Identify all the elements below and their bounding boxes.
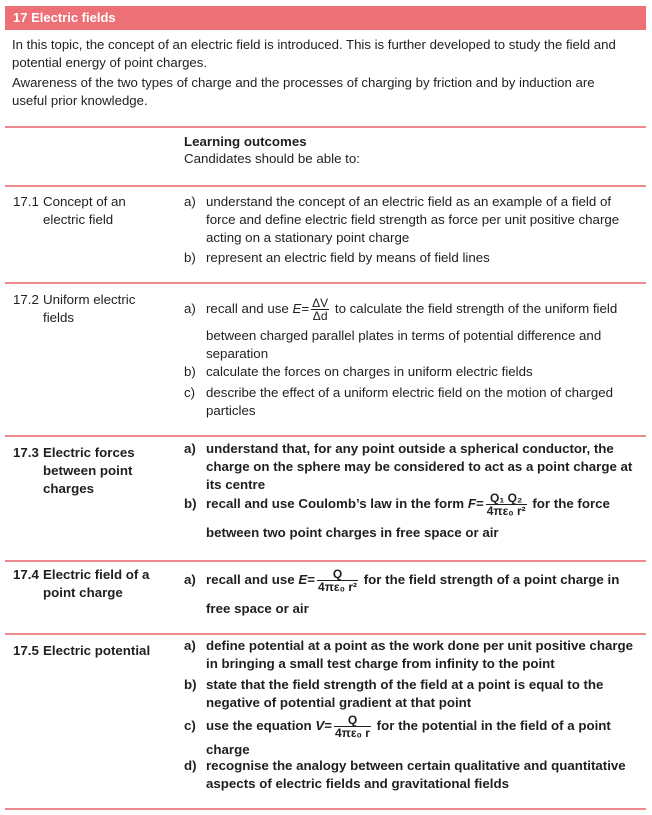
outcome-line: particles (206, 403, 256, 418)
fraction: $\frac{Q}{\text{4πε₀ r²}}$ (318, 566, 358, 594)
outcome-label: a) (184, 572, 196, 587)
section-number: 17.5 (13, 643, 39, 658)
divider (5, 560, 646, 562)
section-number: 17.1 (13, 194, 39, 209)
intro-paragraph-2 (12, 74, 642, 109)
outcome-line: acting on a stationary point charge (206, 230, 410, 245)
section-title-line: fields (43, 310, 75, 325)
outcome-label: a) (184, 441, 196, 456)
section-title-line: Electric field of a (43, 567, 150, 582)
section-number: 17.3 (13, 445, 39, 460)
divider (5, 185, 646, 187)
intro-line: useful prior knowledge. (12, 92, 148, 108)
divider (5, 808, 646, 810)
intro-line: potential energy of point charges. (12, 54, 208, 70)
outcome-line-formula: recall and use E= $\frac{\Delta V}{\Delta d}$ to calculate the field strength of the uniform field (206, 295, 618, 323)
outcome-label: b) (184, 677, 197, 692)
outcome-line: describe the effect of a uniform electric field on the motion of charged (206, 385, 614, 400)
outcome-line: understand the concept of an electric field as an example of a field of (206, 194, 612, 209)
outcome-line: force and define electric field strength as force per unit positive charge (206, 212, 620, 227)
section-title: 17 Electric fields (13, 10, 116, 25)
formula-variable: V (315, 718, 325, 733)
section-number: 17.2 (13, 292, 39, 307)
outcome-line: represent an electric field by means of field lines (206, 250, 490, 265)
intro-line: Awareness of the two types of charge and the processes of charging by friction and by induction are (12, 75, 595, 90)
section-title-line: Electric potential (43, 643, 151, 658)
outcome-line: state that the field strength of the field at a point is equal to the (206, 677, 604, 692)
outcome-line-formula: recall and use Coulomb’s law in the form F= $\frac{\text{Q₁ Q₂}}{\text{4πε₀ r²}}$ for the force (206, 490, 610, 518)
outcome-line: free space or air (206, 601, 309, 616)
outcome-line: charge (206, 742, 250, 757)
outcome-label: c) (184, 385, 196, 400)
outcome-line: charge on the sphere may be considered to act as a point charge at (206, 459, 633, 474)
outcome-line: calculate the forces on charges in uniform electric fields (206, 364, 533, 379)
outcome-line: aspects of electric fields and gravitational fields (206, 776, 509, 791)
formula-variable: E (292, 301, 302, 316)
fraction: $\frac{Q}{\text{4πε₀ r}}$ (335, 712, 370, 740)
outcome-label: c) (184, 718, 196, 733)
intro-line: In this topic, the concept of an electric field is introduced. This is further developed to study the field and (12, 37, 616, 52)
outcome-line: in bringing a small test charge from infinity to the point (206, 656, 555, 671)
outcome-label: a) (184, 301, 196, 316)
section-header (5, 6, 646, 30)
section-title-line: electric field (43, 212, 114, 227)
divider (5, 633, 646, 635)
outcome-line-formula: recall and use E= $\frac{Q}{\text{4πε₀ r²}}$ for the field strength of a point charge in (206, 566, 620, 594)
outcomes-subtitle: Candidates should be able to: (184, 151, 360, 166)
divider (5, 126, 646, 128)
section-title-line: Concept of an (43, 194, 126, 209)
intro-paragraph-1 (12, 36, 642, 71)
formula-variable: E (298, 572, 308, 587)
outcome-line: recognise the analogy between certain qualitative and quantitative (206, 758, 626, 773)
divider (5, 282, 646, 284)
outcome-line: negative of potential gradient at that point (206, 695, 472, 710)
section-title-line: Uniform electric (43, 292, 136, 307)
outcome-label: b) (184, 250, 196, 265)
formula-variable: F (467, 496, 476, 511)
outcome-label: b) (184, 364, 196, 379)
outcome-line-formula: use the equation V= $\frac{Q}{\text{4πε₀ r}}$ for the potential in the field of a point (206, 712, 611, 740)
fraction: $\frac{\text{Q₁ Q₂}}{\text{4πε₀ r²}}$ (486, 490, 526, 518)
section-number: 17.4 (13, 567, 39, 582)
fraction: $\frac{\Delta V}{\Delta d}$ (312, 295, 329, 323)
outcome-label: a) (184, 638, 196, 653)
outcome-line: separation (206, 346, 269, 361)
section-title-line: charges (43, 481, 94, 496)
outcome-line: understand that, for any point outside a spherical conductor, the (206, 441, 614, 456)
section-title-line: between point (43, 463, 133, 478)
outcome-line: define potential at a point as the work done per unit positive charge (206, 638, 634, 653)
section-title-line: Electric forces (43, 445, 135, 460)
outcome-line: its centre (206, 477, 266, 492)
outcome-line: between charged parallel plates in terms of potential difference and (206, 328, 602, 343)
outcomes-title: Learning outcomes (184, 134, 307, 149)
section-title-line: point charge (43, 585, 123, 600)
outcome-line: between two point charges in free space or air (206, 525, 499, 540)
outcome-label: b) (184, 496, 197, 511)
divider (5, 435, 646, 437)
outcome-label: a) (184, 194, 196, 209)
outcome-label: d) (184, 758, 197, 773)
